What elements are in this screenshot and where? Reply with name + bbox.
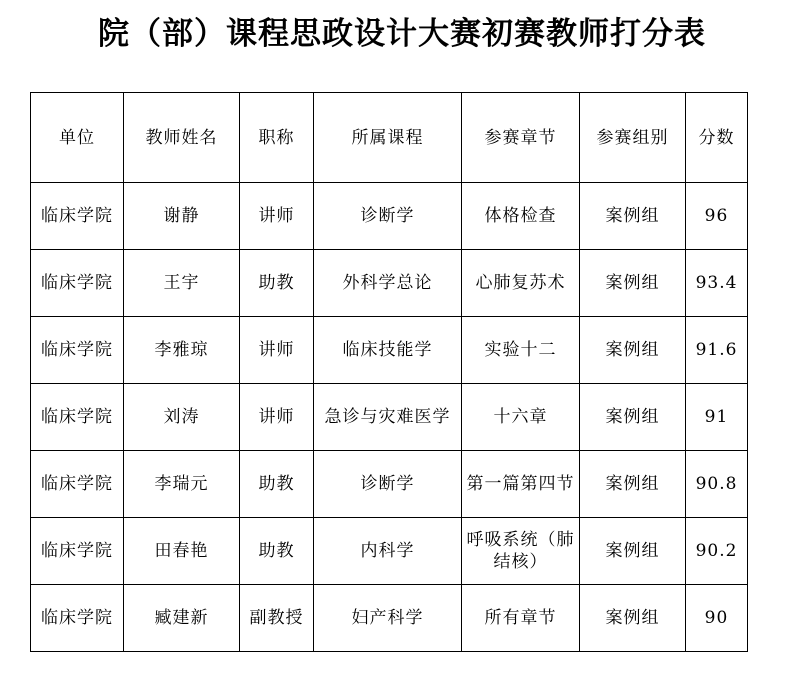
cell-job-title: 助教 [240, 518, 314, 585]
cell-course: 外科学总论 [314, 250, 462, 317]
cell-group: 案例组 [580, 585, 686, 652]
cell-chapter: 所有章节 [462, 585, 580, 652]
table-row [31, 384, 748, 451]
cell-chapter: 心肺复苏术 [462, 250, 580, 317]
cell-unit: 临床学院 [31, 518, 124, 585]
cell-score: 90.8 [686, 451, 748, 518]
cell-teacher-name: 田春艳 [124, 518, 240, 585]
cell-course: 内科学 [314, 518, 462, 585]
cell-group: 案例组 [580, 183, 686, 250]
cell-job-title: 助教 [240, 250, 314, 317]
table-row [31, 451, 748, 518]
header-teacher-name: 教师姓名 [124, 93, 240, 183]
cell-teacher-name: 李雅琼 [124, 317, 240, 384]
table-row [31, 183, 748, 250]
cell-course: 诊断学 [314, 451, 462, 518]
cell-teacher-name: 李瑞元 [124, 451, 240, 518]
score-table [30, 92, 748, 652]
cell-chapter: 实验十二 [462, 317, 580, 384]
cell-unit: 临床学院 [31, 384, 124, 451]
cell-job-title: 讲师 [240, 317, 314, 384]
cell-unit: 临床学院 [31, 250, 124, 317]
cell-teacher-name: 王宇 [124, 250, 240, 317]
cell-course: 诊断学 [314, 183, 462, 250]
cell-teacher-name: 刘涛 [124, 384, 240, 451]
cell-group: 案例组 [580, 384, 686, 451]
cell-job-title: 副教授 [240, 585, 314, 652]
cell-chapter: 体格检查 [462, 183, 580, 250]
cell-course: 急诊与灾难医学 [314, 384, 462, 451]
cell-score: 90 [686, 585, 748, 652]
cell-group: 案例组 [580, 518, 686, 585]
cell-teacher-name: 臧建新 [124, 585, 240, 652]
cell-job-title: 讲师 [240, 384, 314, 451]
cell-teacher-name: 谢静 [124, 183, 240, 250]
cell-chapter: 呼吸系统（肺结核） [462, 518, 580, 585]
cell-score: 91 [686, 384, 748, 451]
cell-course: 妇产科学 [314, 585, 462, 652]
header-chapter: 参赛章节 [462, 93, 580, 183]
page-title: 院（部）课程思政设计大赛初赛教师打分表 [98, 16, 706, 52]
cell-score: 91.6 [686, 317, 748, 384]
cell-score: 90.2 [686, 518, 748, 585]
cell-chapter: 第一篇第四节 [462, 451, 580, 518]
table-row [31, 518, 748, 585]
table-header-row [31, 93, 748, 183]
header-group: 参赛组别 [580, 93, 686, 183]
cell-unit: 临床学院 [31, 317, 124, 384]
cell-unit: 临床学院 [31, 451, 124, 518]
cell-unit: 临床学院 [31, 183, 124, 250]
table-row [31, 585, 748, 652]
cell-job-title: 助教 [240, 451, 314, 518]
header-job-title: 职称 [240, 93, 314, 183]
cell-score: 93.4 [686, 250, 748, 317]
table-row [31, 317, 748, 384]
header-score: 分数 [686, 93, 748, 183]
cell-group: 案例组 [580, 317, 686, 384]
cell-job-title: 讲师 [240, 183, 314, 250]
header-unit: 单位 [31, 93, 124, 183]
cell-chapter: 十六章 [462, 384, 580, 451]
cell-unit: 临床学院 [31, 585, 124, 652]
cell-score: 96 [686, 183, 748, 250]
cell-group: 案例组 [580, 250, 686, 317]
header-course: 所属课程 [314, 93, 462, 183]
cell-group: 案例组 [580, 451, 686, 518]
table-row [31, 250, 748, 317]
cell-course: 临床技能学 [314, 317, 462, 384]
